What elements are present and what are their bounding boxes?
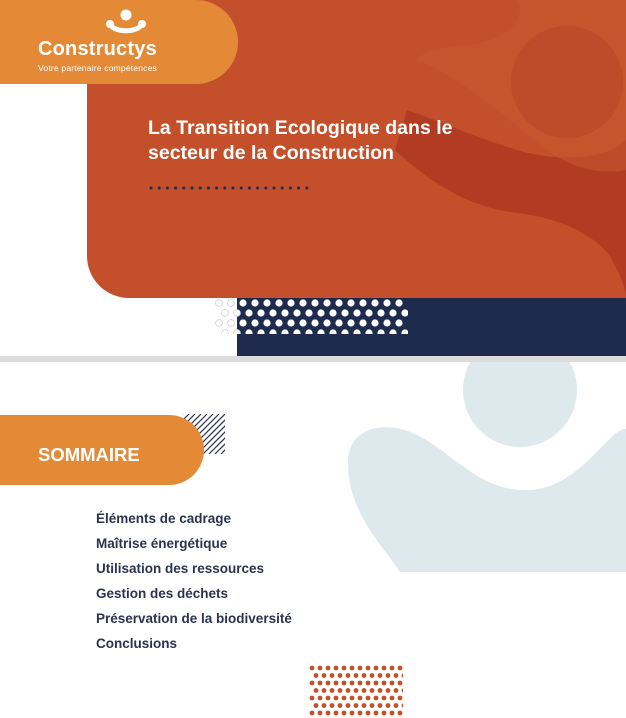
decor-dot bbox=[378, 688, 383, 693]
decor-dot bbox=[323, 299, 330, 306]
table-of-contents bbox=[96, 509, 292, 659]
decor-dot bbox=[326, 711, 331, 716]
decor-dot bbox=[329, 309, 336, 316]
decor-dot bbox=[359, 299, 366, 306]
decor-dot bbox=[330, 688, 335, 693]
decor-dot bbox=[347, 299, 354, 306]
decor-dot bbox=[358, 666, 363, 671]
decor-dot bbox=[353, 329, 360, 334]
decor-dot bbox=[353, 309, 360, 316]
decor-dot bbox=[275, 299, 282, 306]
decor-dot bbox=[374, 696, 379, 701]
decor-dot bbox=[310, 666, 315, 671]
decor-dot bbox=[299, 319, 306, 326]
decor-dot bbox=[402, 688, 403, 693]
decor-dot bbox=[362, 703, 367, 708]
decor-dot bbox=[318, 696, 323, 701]
decor-dot bbox=[281, 329, 288, 334]
decor-dot bbox=[314, 688, 319, 693]
decor-dot bbox=[371, 299, 378, 306]
dotted-underline-icon bbox=[148, 185, 312, 191]
decor-dot bbox=[221, 329, 228, 334]
decor-dot bbox=[323, 319, 330, 326]
decor-dot bbox=[382, 696, 387, 701]
decor-dot bbox=[365, 329, 372, 334]
decor-dot bbox=[350, 681, 355, 686]
decor-dot bbox=[394, 673, 399, 678]
decor-dot bbox=[354, 703, 359, 708]
decor-dot bbox=[182, 187, 185, 190]
decor-dot bbox=[335, 319, 342, 326]
decor-dot bbox=[370, 688, 375, 693]
decor-dot bbox=[350, 696, 355, 701]
decor-dot bbox=[366, 711, 371, 716]
decor-dot bbox=[365, 309, 372, 316]
decor-dot bbox=[223, 187, 226, 190]
decor-dot bbox=[389, 329, 396, 334]
decor-dot bbox=[374, 681, 379, 686]
decor-dot bbox=[245, 329, 252, 334]
decor-dot bbox=[377, 329, 384, 334]
decor-dot bbox=[390, 666, 395, 671]
decor-dot bbox=[334, 696, 339, 701]
decor-dot bbox=[326, 681, 331, 686]
decor-dot bbox=[311, 299, 318, 306]
decor-dot bbox=[342, 696, 347, 701]
decor-dot bbox=[390, 711, 395, 716]
cover-title bbox=[148, 116, 548, 166]
brand-tagline: Votre partenaire compétences bbox=[38, 63, 158, 73]
decor-dot bbox=[402, 673, 403, 678]
decor-dot bbox=[342, 681, 347, 686]
decor-dot bbox=[251, 299, 258, 306]
decor-dot bbox=[305, 309, 312, 316]
decor-dot bbox=[322, 703, 327, 708]
toc-item-dechets[interactable]: Gestion des déchets bbox=[96, 586, 229, 601]
decor-dot bbox=[366, 666, 371, 671]
decor-dot bbox=[346, 688, 351, 693]
decor-dot bbox=[341, 309, 348, 316]
decor-dot bbox=[378, 673, 383, 678]
decor-dot bbox=[390, 681, 395, 686]
cover-page bbox=[0, 0, 626, 356]
decor-dot bbox=[383, 319, 390, 326]
decor-dot bbox=[326, 666, 331, 671]
decor-dot bbox=[174, 187, 177, 190]
decor-dot bbox=[377, 309, 384, 316]
decor-dot bbox=[358, 696, 363, 701]
decor-dot bbox=[362, 688, 367, 693]
decor-dot bbox=[150, 187, 153, 190]
decor-dot bbox=[257, 329, 264, 334]
toc-item-biodiversite[interactable]: Préservation de la biodiversité bbox=[96, 611, 292, 626]
toc-item-energie[interactable]: Maîtrise énergétique bbox=[96, 536, 228, 551]
decor-dot bbox=[248, 187, 251, 190]
decor-dot bbox=[264, 187, 267, 190]
decor-dot bbox=[354, 688, 359, 693]
decor-dot bbox=[310, 681, 315, 686]
decor-dot bbox=[394, 703, 399, 708]
decor-dot bbox=[401, 309, 408, 316]
decor-dot bbox=[383, 299, 390, 306]
decor-dot bbox=[326, 696, 331, 701]
decor-dot bbox=[374, 666, 379, 671]
decor-dot bbox=[310, 711, 315, 716]
decor-dot bbox=[338, 673, 343, 678]
decor-dot bbox=[257, 309, 264, 316]
pale-blob-icon bbox=[340, 362, 626, 572]
decor-dot bbox=[233, 329, 240, 334]
decor-dot bbox=[199, 187, 202, 190]
decor-dot bbox=[398, 696, 403, 701]
decor-dot bbox=[371, 319, 378, 326]
decor-dot bbox=[374, 711, 379, 716]
decor-dot bbox=[335, 299, 342, 306]
decor-dot bbox=[354, 673, 359, 678]
decor-dot bbox=[322, 688, 327, 693]
decor-dot bbox=[317, 329, 324, 334]
decor-dot bbox=[311, 319, 318, 326]
toc-item-ressources[interactable]: Utilisation des ressources bbox=[96, 561, 265, 576]
decor-dot bbox=[389, 309, 396, 316]
decor-dot bbox=[359, 319, 366, 326]
decor-dot bbox=[395, 299, 402, 306]
decor-dot bbox=[287, 319, 294, 326]
decor-dot bbox=[166, 187, 169, 190]
decor-dot bbox=[398, 666, 403, 671]
decor-dot bbox=[314, 703, 319, 708]
decor-dot bbox=[305, 329, 312, 334]
decor-dot bbox=[256, 187, 259, 190]
brand-name: Constructys bbox=[38, 38, 157, 60]
decor-dot bbox=[232, 187, 235, 190]
decor-dot bbox=[370, 703, 375, 708]
decor-dot bbox=[382, 666, 387, 671]
decor-dot bbox=[330, 703, 335, 708]
decor-dot bbox=[366, 696, 371, 701]
decor-dot bbox=[263, 319, 270, 326]
decor-dot bbox=[386, 703, 391, 708]
decor-dot bbox=[191, 187, 194, 190]
decor-dot bbox=[263, 299, 270, 306]
decor-dot bbox=[390, 696, 395, 701]
decor-dot bbox=[346, 703, 351, 708]
decor-dot bbox=[366, 681, 371, 686]
decor-dot bbox=[334, 681, 339, 686]
decor-dot bbox=[358, 681, 363, 686]
decor-dot bbox=[362, 673, 367, 678]
decor-dot bbox=[401, 329, 408, 334]
decor-dot bbox=[281, 187, 284, 190]
summary-page bbox=[0, 362, 626, 718]
decor-dot bbox=[334, 711, 339, 716]
decor-dot bbox=[245, 309, 252, 316]
decor-dot bbox=[358, 711, 363, 716]
decor-dot bbox=[338, 703, 343, 708]
decor-dot bbox=[297, 187, 300, 190]
decor-dot bbox=[239, 319, 246, 326]
decor-dot bbox=[273, 187, 276, 190]
decor-dot bbox=[347, 319, 354, 326]
decor-dot bbox=[305, 187, 308, 190]
decor-dot bbox=[386, 688, 391, 693]
decor-dot bbox=[330, 673, 335, 678]
decor-dot bbox=[386, 673, 391, 678]
constructys-logo-icon bbox=[105, 9, 147, 35]
toc-item-conclusions[interactable]: Conclusions bbox=[96, 636, 178, 651]
decor-dot bbox=[342, 711, 347, 716]
decor-dot bbox=[251, 319, 258, 326]
decor-dot bbox=[370, 673, 375, 678]
decor-dot bbox=[338, 688, 343, 693]
decor-dot bbox=[240, 187, 243, 190]
decor-dot bbox=[318, 681, 323, 686]
logo-tab bbox=[0, 0, 238, 84]
orange-dot-pattern-icon bbox=[308, 664, 403, 718]
decor-dot bbox=[269, 329, 276, 334]
decor-dot bbox=[289, 187, 292, 190]
sommaire-heading: SOMMAIRE bbox=[38, 444, 140, 465]
decor-dot bbox=[293, 309, 300, 316]
decor-dot bbox=[314, 673, 319, 678]
cover-title-line-2: secteur de la Construction bbox=[148, 142, 394, 164]
decor-dot bbox=[398, 711, 403, 716]
decor-dot bbox=[318, 711, 323, 716]
decor-dot bbox=[310, 696, 315, 701]
decor-dot bbox=[158, 187, 161, 190]
toc-item-cadrage[interactable]: Éléments de cadrage bbox=[96, 511, 232, 526]
decor-dot bbox=[394, 688, 399, 693]
decor-dot bbox=[398, 681, 403, 686]
decor-dot bbox=[281, 309, 288, 316]
decor-dot bbox=[402, 703, 403, 708]
decor-dot bbox=[334, 666, 339, 671]
decor-dot bbox=[322, 673, 327, 678]
decor-dot bbox=[269, 309, 276, 316]
decor-dot bbox=[207, 187, 210, 190]
decor-dot bbox=[329, 329, 336, 334]
decor-dot bbox=[317, 309, 324, 316]
decor-dot bbox=[382, 711, 387, 716]
decor-dot bbox=[287, 299, 294, 306]
decor-dot bbox=[293, 329, 300, 334]
decor-dot bbox=[275, 319, 282, 326]
decor-dot bbox=[350, 666, 355, 671]
decor-dot bbox=[350, 711, 355, 716]
decor-dot bbox=[318, 666, 323, 671]
decor-dot bbox=[382, 681, 387, 686]
cover-title-line-1: La Transition Ecologique dans le bbox=[148, 117, 453, 139]
decor-dot bbox=[215, 187, 218, 190]
decor-dot bbox=[346, 673, 351, 678]
decor-dot bbox=[342, 666, 347, 671]
decor-dot bbox=[299, 299, 306, 306]
decor-dot bbox=[378, 703, 383, 708]
decor-dot bbox=[239, 299, 246, 306]
decor-dot bbox=[395, 319, 402, 326]
white-dot-pattern-icon bbox=[213, 298, 408, 334]
decor-dot bbox=[341, 329, 348, 334]
